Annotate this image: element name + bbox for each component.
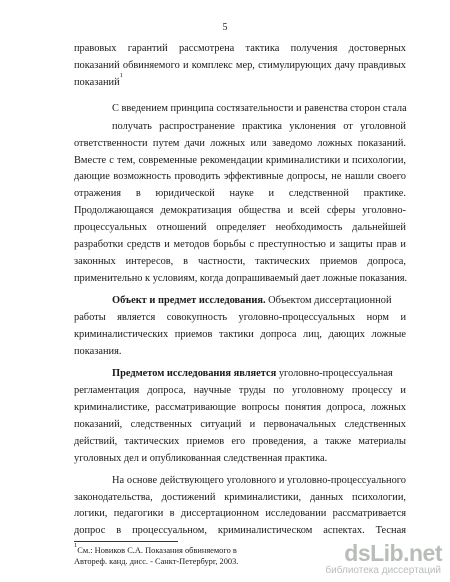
- watermark: [325, 540, 442, 578]
- footnote-line: [74, 542, 237, 556]
- text-line: [112, 294, 406, 307]
- text-line: На основе действующего уголовного и уголовно-процессуального: [112, 475, 406, 486]
- footnote-line: Автореф. канд. дисс. - Санкт-Петербург, 2003.: [74, 557, 239, 566]
- text-line: дающие возможность проводить эффективные допросы, не нашли своего: [74, 171, 406, 182]
- text-line: законодательства, достижений криминалистики, данных психологии,: [74, 492, 406, 503]
- watermark-logo: dsLib.net: [344, 540, 442, 566]
- text-line: криминалистических приемов тактики допроса лиц, дающих ложные: [74, 329, 406, 340]
- section-heading-object: Объект и предмет исследования.: [112, 295, 266, 306]
- footnote-marker: 1: [74, 542, 78, 549]
- text-line: Вместе с тем, современные рекомендации криминалистики и психологии,: [74, 155, 406, 166]
- watermark-subtitle: библиотека диссертаций: [325, 565, 441, 576]
- text-line: показаний, следственных ситуаций и первоначальных следственных: [74, 419, 406, 430]
- text-line-content: уголовно-процессуальная: [276, 368, 393, 379]
- text-line: регламентация допроса, научные труды по уголовному процессу и: [74, 385, 406, 396]
- text-line: уголовных дел и опубликованная следственная практика.: [74, 453, 328, 464]
- text-line: разработки средств и методов борьбы с преступностью и защиты прав и: [74, 239, 406, 250]
- text-line: [112, 367, 406, 380]
- text-line: криминалистике, рассматривающие вопросы понятия допроса, ложных: [74, 402, 406, 413]
- footnote-text: См.: Новиков С.А. Показания обвиняемого в: [77, 546, 237, 555]
- text-line: правовых гарантий рассмотрена тактика получения достоверных: [74, 43, 406, 54]
- text-line: процессуальных отношений определяет необходимость дальнейшей: [74, 222, 406, 233]
- text-line: отражения в юридической науке и следственной практике.: [74, 188, 406, 199]
- text-line: С введением принципа состязательности и равенства сторон стала: [112, 103, 407, 114]
- text-line: допрос в процессуальном, криминалистическом аспектах. Тесная: [74, 525, 406, 536]
- text-line-content: Объектом диссертационной: [265, 295, 392, 306]
- text-line: работы является совокупность уголовно-процессуальных норм и: [74, 312, 406, 323]
- text-line-content: показаний: [74, 77, 120, 88]
- text-line: применительно к условиям, когда допрашиваемый дает ложные показания.: [74, 273, 408, 284]
- text-line: законных интересов, в частности, тактических приемов допроса,: [74, 256, 406, 267]
- page-number: 5: [222, 22, 228, 33]
- text-line: логики, педагогики в диссертационном исследовании рассматривается: [74, 508, 406, 519]
- text-line: показаний обвиняемого и комплекс мер, стимулирующих дачу правдивых: [74, 60, 406, 71]
- text-line: получать распространение практика уклонения от уголовной: [112, 121, 406, 132]
- footnote-marker: 1: [119, 72, 123, 79]
- text-line: ответственности путем дачи ложных или заведомо ложных показаний.: [74, 138, 406, 149]
- text-line: [74, 72, 406, 89]
- text-line: Продолжающаяся демократизация общества и всей сферы уголовно-: [74, 205, 406, 216]
- section-heading-subject: Предметом исследования является: [112, 368, 277, 379]
- text-line: показания.: [74, 346, 122, 357]
- footnote-rule: [74, 541, 178, 542]
- text-line: действий, тактических приемов его проведения, а также материалы: [74, 436, 406, 447]
